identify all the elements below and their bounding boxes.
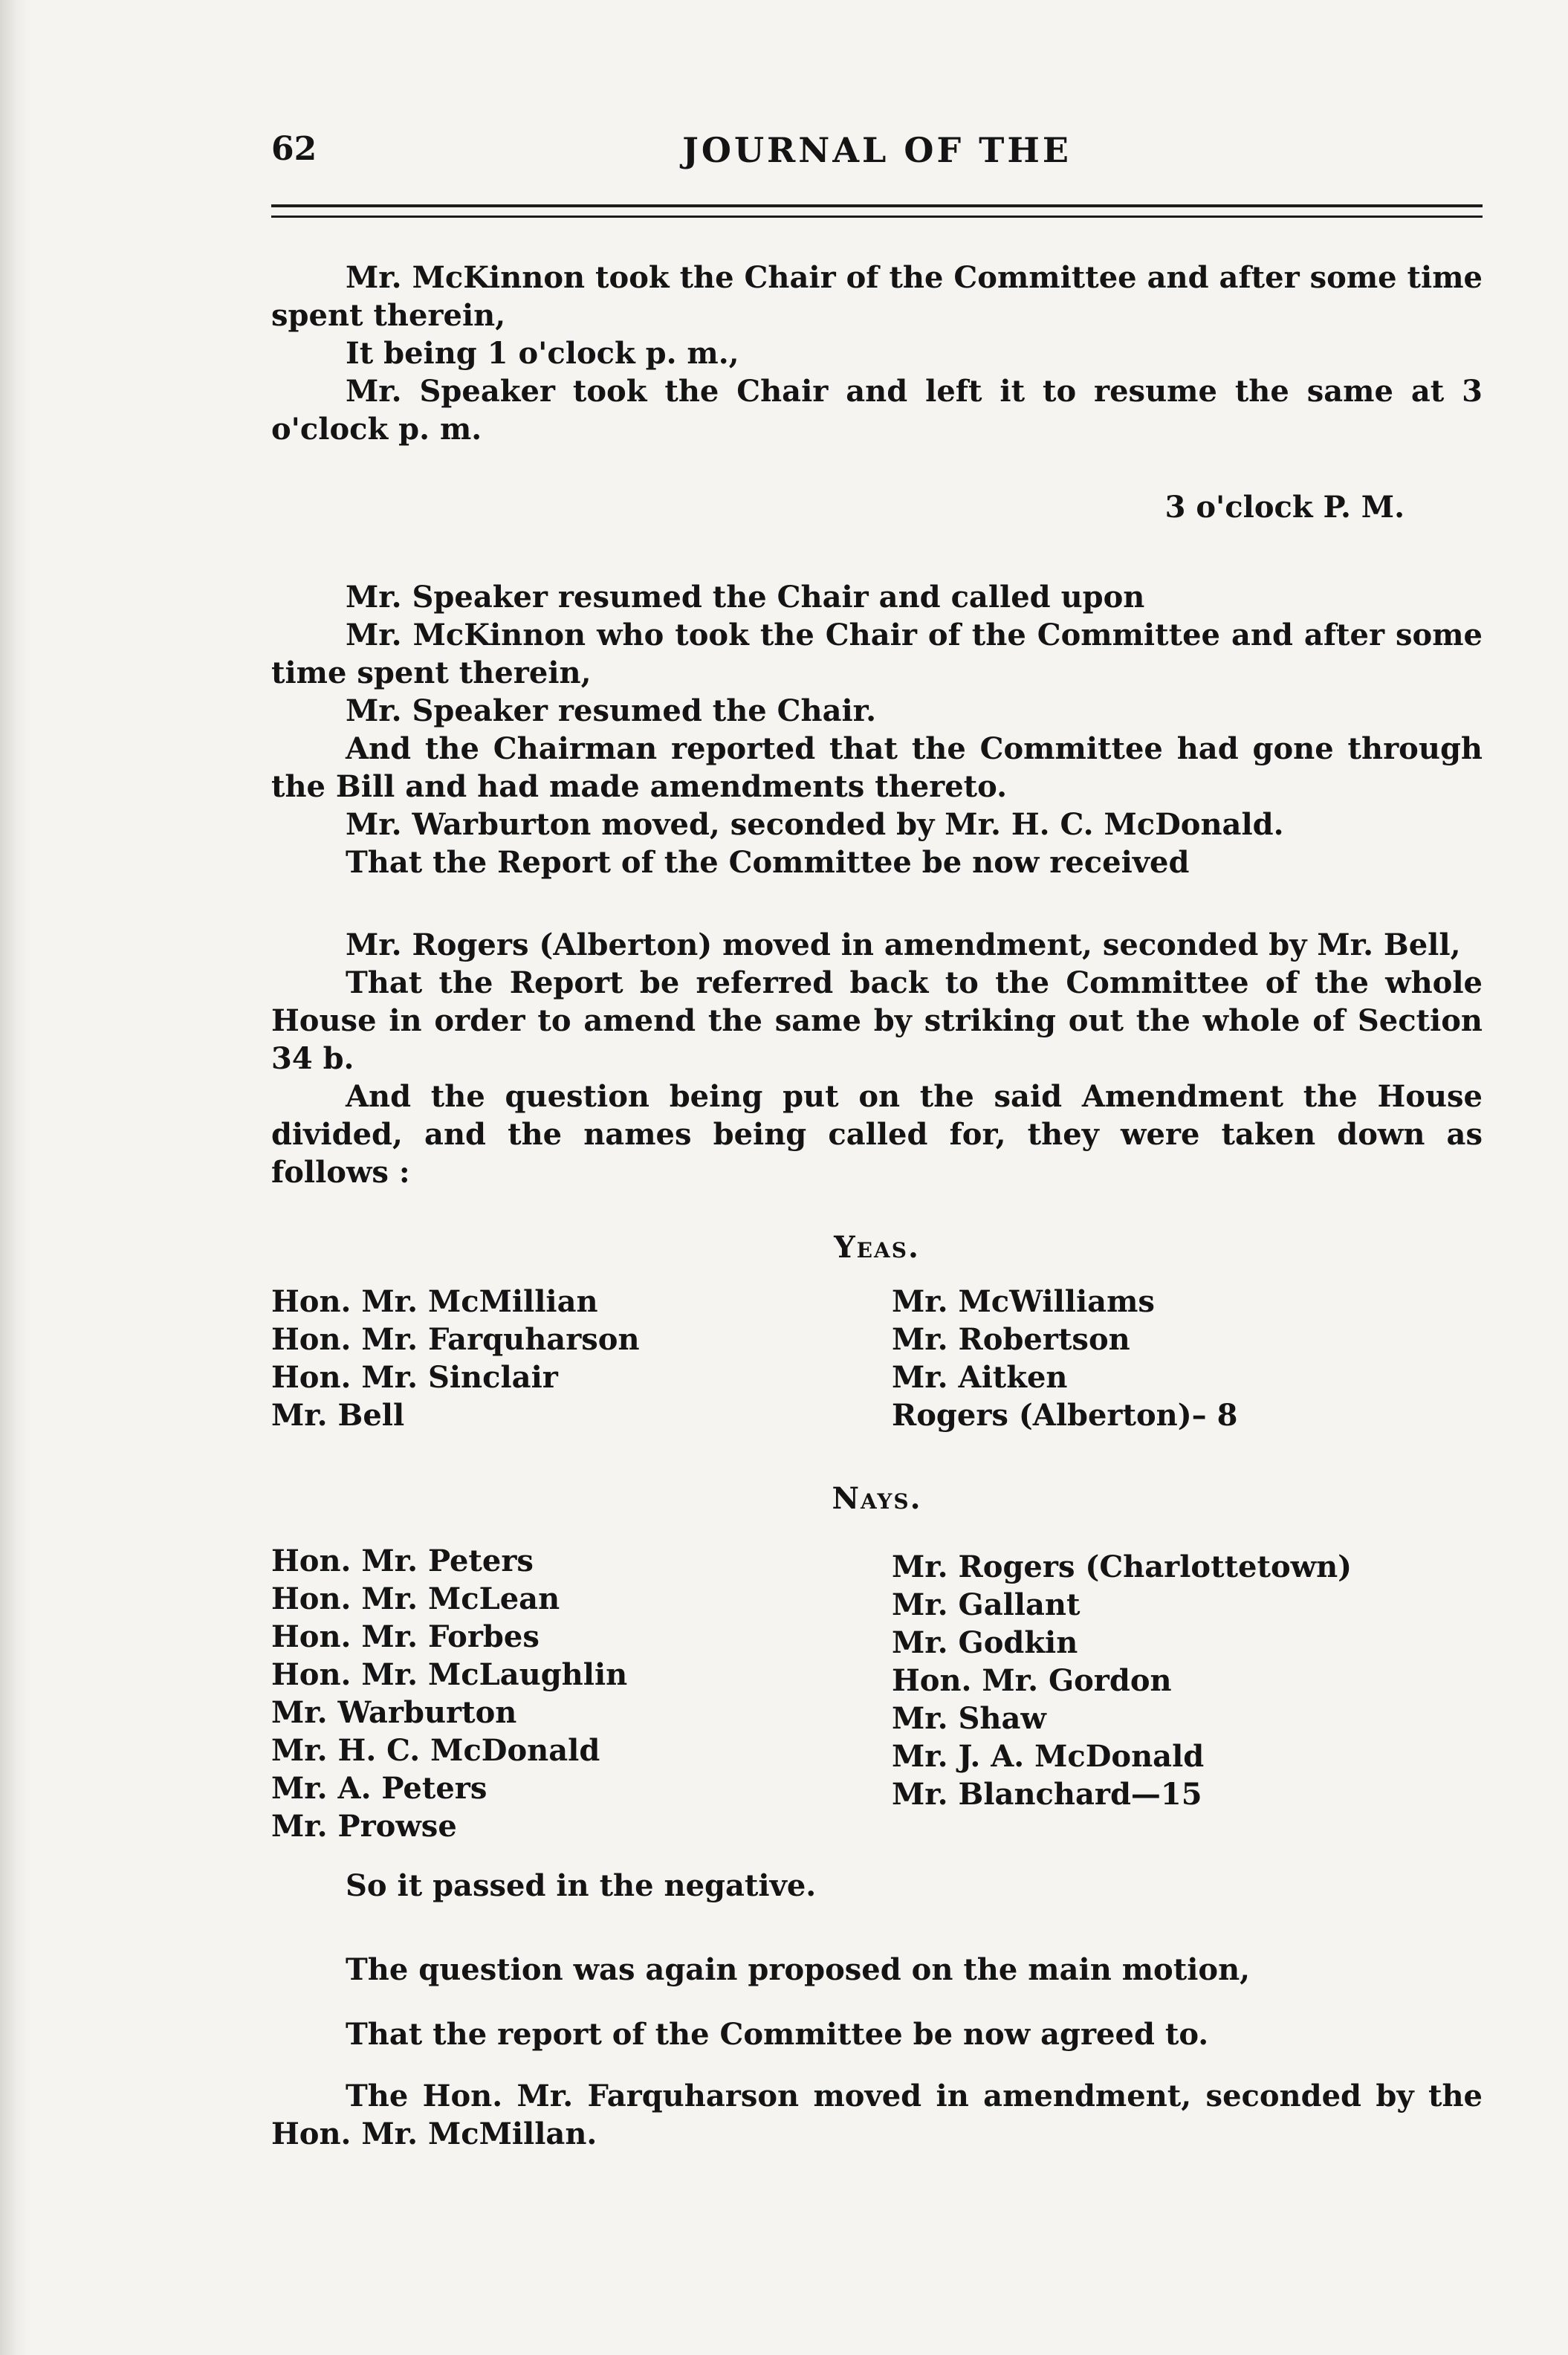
vote-name: Mr. Robertson <box>892 1322 1130 1357</box>
nays-heading: Nays. <box>832 1481 922 1516</box>
paragraph: Mr. Rogers (Alberton) moved in amendment, seconded by Mr. Bell, <box>346 927 1461 962</box>
vote-name: Mr. Rogers (Charlottetown) <box>892 1549 1352 1584</box>
paragraph: Mr. Speaker resumed the Chair. <box>346 693 877 728</box>
page-number: 62 <box>271 130 317 168</box>
vote-name: Hon. Mr. Gordon <box>892 1663 1172 1698</box>
vote-name: Hon. Mr. McLean <box>271 1581 560 1616</box>
nays-left-list <box>271 1542 627 1845</box>
paragraph-block-result <box>271 1867 1483 1905</box>
yeas-left-list <box>271 1283 640 1434</box>
vote-name: Mr. Shaw <box>892 1701 1046 1736</box>
time-heading-block <box>271 488 1483 526</box>
vote-name: Hon. Mr. Forbes <box>271 1619 540 1654</box>
vote-name: Rogers (Alberton)– 8 <box>892 1398 1238 1433</box>
vote-name: Hon. Mr. McLaughlin <box>271 1657 628 1692</box>
yeas-heading: Yeas. <box>834 1230 920 1265</box>
scan-edge-shadow <box>0 0 30 2355</box>
paragraph-block-resumed <box>271 578 1483 881</box>
vote-name: Hon. Mr. McMillian <box>271 1284 598 1319</box>
vote-name: Mr. Godkin <box>892 1625 1078 1660</box>
vote-name: Hon. Mr. Sinclair <box>271 1360 558 1395</box>
paragraph-block-farquharson <box>271 2077 1483 2153</box>
paragraph-block-amendment <box>271 926 1483 1191</box>
vote-name: Mr. Blanchard—15 <box>892 1777 1202 1812</box>
yeas-right-list <box>892 1283 1237 1434</box>
paragraph-block-committee <box>271 259 1483 448</box>
vote-name: Mr. Aitken <box>892 1360 1068 1395</box>
paragraph-block-agreed <box>271 2015 1483 2053</box>
paragraph: And the question being put on the said Amendment the House divided, and the names being called for, they were taken down as follows : <box>271 1079 1483 1190</box>
running-head: JOURNAL OF THE <box>682 130 1072 170</box>
header-rule-thick <box>271 204 1483 207</box>
paragraph: Mr. Speaker took the Chair and left it to resume the same at 3 o'clock p. m. <box>271 374 1483 447</box>
paragraph: It being 1 o'clock p. m., <box>346 336 739 371</box>
vote-name: Mr. A. Peters <box>271 1771 487 1806</box>
paragraph: So it passed in the negative. <box>346 1868 817 1903</box>
paragraph: The question was again proposed on the main motion, <box>346 1952 1251 1987</box>
page-header <box>271 123 1483 182</box>
paragraph: That the report of the Committee be now agreed to. <box>346 2017 1209 2052</box>
paragraph: Mr. McKinnon who took the Chair of the Committee and after some time spent therein, <box>271 618 1483 690</box>
vote-name: Mr. Gallant <box>892 1587 1081 1622</box>
paragraph: That the Report be referred back to the Committee of the whole House in order to amend the same by striking out the whole of Section 34 b. <box>271 965 1483 1076</box>
paragraph: Mr. McKinnon took the Chair of the Committee and after some time spent therein, <box>271 260 1483 333</box>
vote-name: Mr. H. C. McDonald <box>271 1733 600 1768</box>
paragraph-block-main-motion <box>271 1951 1483 1989</box>
nays-right-list <box>892 1548 1352 1813</box>
vote-name: Mr. McWilliams <box>892 1284 1155 1319</box>
vote-name: Mr. J. A. McDonald <box>892 1739 1205 1774</box>
paragraph: Mr. Speaker resumed the Chair and called upon <box>346 580 1145 615</box>
header-rule-thin <box>271 216 1483 218</box>
vote-name: Hon. Mr. Farquharson <box>271 1322 640 1357</box>
vote-name: Mr. Bell <box>271 1398 405 1433</box>
vote-name: Mr. Prowse <box>271 1809 457 1844</box>
paragraph: That the Report of the Committee be now received <box>346 845 1190 880</box>
paragraph: The Hon. Mr. Farquharson moved in amendment, seconded by the Hon. Mr. McMillan. <box>271 2079 1483 2151</box>
paragraph: Mr. Warburton moved, seconded by Mr. H. C. McDonald. <box>346 807 1284 842</box>
paragraph: And the Chairman reported that the Committee had gone through the Bill and had made amendments thereto. <box>271 731 1483 804</box>
vote-name: Mr. Warburton <box>271 1695 517 1730</box>
vote-name: Hon. Mr. Peters <box>271 1543 534 1578</box>
time-heading: 3 o'clock P. M. <box>1164 490 1405 525</box>
